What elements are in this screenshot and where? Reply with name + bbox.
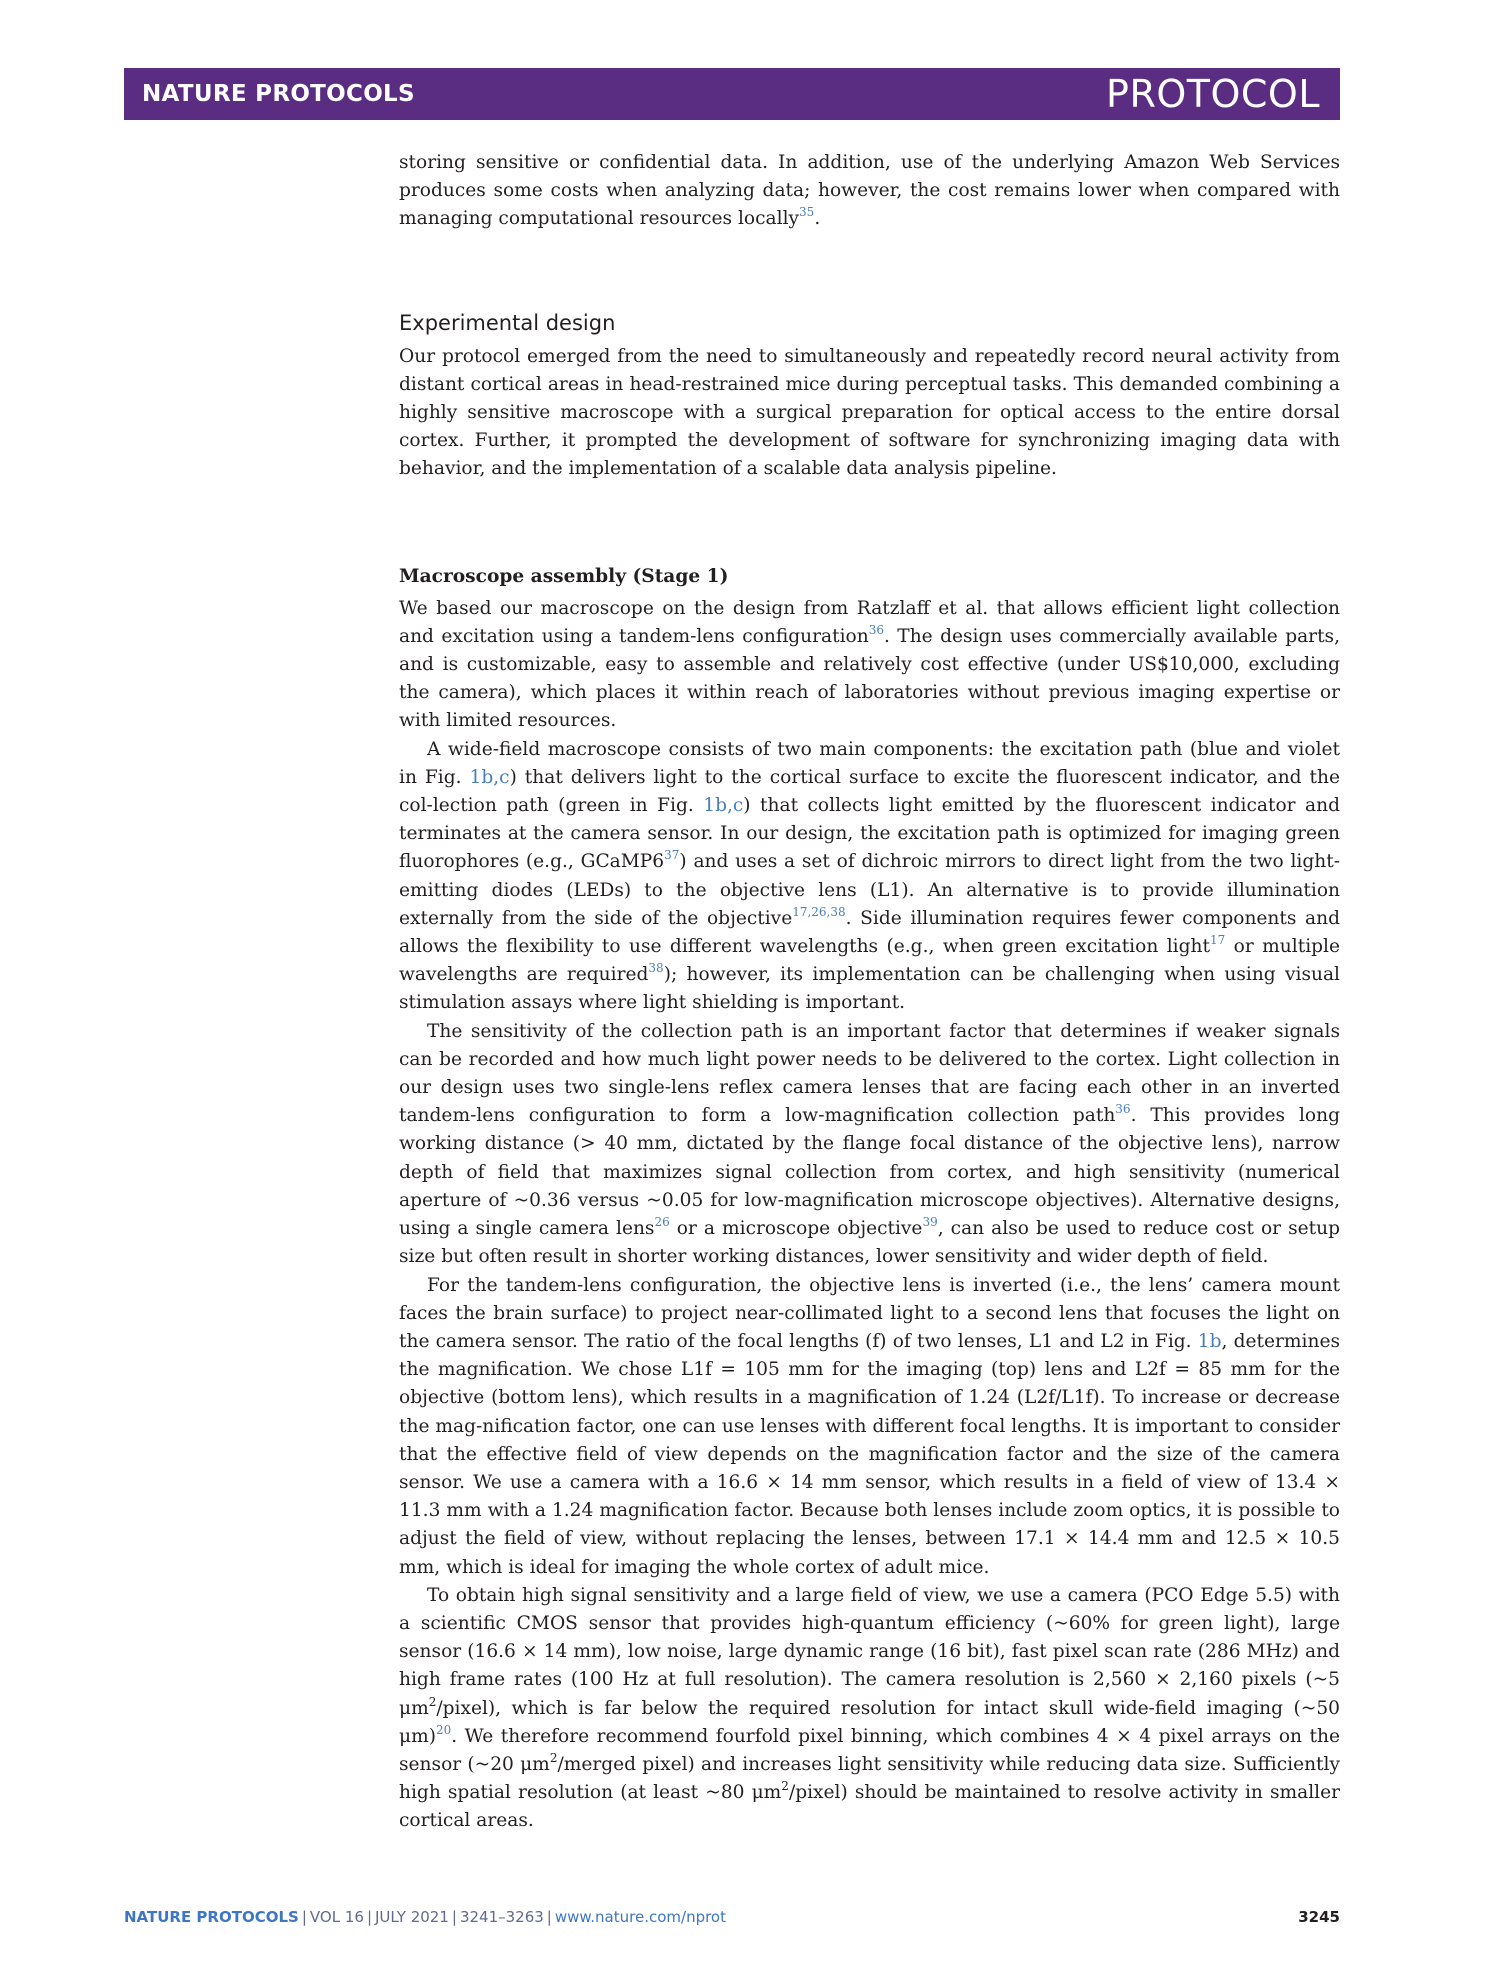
- citation-link[interactable]: 35: [799, 205, 815, 220]
- footer-volume: VOL 16: [309, 1908, 364, 1926]
- superscript: 2: [549, 1750, 558, 1765]
- paragraph-macroscope-intro: We based our macroscope on the design from Ratzlaff et al. that allows efficient light collection and excitation using a tandem-lens configuration$^{36}$. The design uses commercially available parts, and is customizable, easy to assemble and relatively cost effective (under US$10,000, excluding the camera), which places it within reach of laboratories without previous imaging expertise or with limited resources.: [399, 597, 1340, 732]
- paragraph-continued: storing sensitive or confidential data. In addition, use of the underlying Amazon Web Services produces some costs when analyzing data; however, the cost remains lower when compared with managing computational resources locally$^{35}$.: [399, 152, 1340, 230]
- paragraph-excitation-path: A wide-field macroscope consists of two main components: the excitation path (blue and violet in Fig. 1b,c) that delivers light to the cortical surface to excite the fluorescent indicator, and the col-lection path (green in Fig. 1b,c) that collects light emitted by the fluorescent indicator and terminates at the camera sensor. In our design, the excitation path is optimized for imaging green fluorophores (e.g., GCaMP6$^{37}$) and uses a set of dichroic mirrors to direct light from the two light-emitting diodes (LEDs) to the objective lens (L1). An alternative is to provide illumination externally from the side of the objective$^{17,26,38}$. Side illumination requires fewer components and allows the flexibility to use different wavelengths (e.g., when green excitation light$^{17}$ or multiple wavelengths are required$^{38}$); however, its implementation can be challenging when using visual stimulation assays where light shielding is important.: [399, 738, 1341, 1014]
- paragraph-experimental-design: Our protocol emerged from the need to simultaneously and repeatedly record neural activity from distant cortical areas in head-restrained mice during perceptual tasks. This demanded combining a highly sensitive macroscope with a surgical preparation for optical access to the entire dorsal cortex. Further, it prompted the development of software for synchronizing imaging data with behavior, and the implementation of a scalable data analysis pipeline.: [399, 345, 1340, 480]
- citation-link[interactable]: 26: [654, 1215, 670, 1230]
- citation-link[interactable]: 36: [868, 622, 884, 637]
- footer-pages: 3241–3263: [459, 1908, 544, 1926]
- subsection-heading: Macroscope assembly (Stage 1): [399, 565, 729, 587]
- figure-link[interactable]: 1b,c: [469, 766, 510, 788]
- superscript: 2: [428, 1694, 437, 1709]
- footer-citation: NATURE PROTOCOLS | VOL 16 | JULY 2021 | 3241–3263 | www.nature.com/nprot: [124, 1908, 726, 1926]
- page-number: 3245: [1298, 1908, 1340, 1926]
- citation-link[interactable]: 17,26,38: [792, 904, 846, 919]
- superscript: 2: [781, 1779, 789, 1794]
- citation-link[interactable]: 17: [1209, 933, 1226, 948]
- journal-name: NATURE PROTOCOLS: [142, 81, 415, 107]
- citation-link[interactable]: 20: [435, 1722, 452, 1737]
- footer-issue: JULY 2021: [375, 1908, 449, 1926]
- section-heading: Experimental design: [399, 310, 616, 335]
- paragraph-collection-path: The sensitivity of the collection path is an important factor that determines if weaker signals can be recorded and how much light power needs to be delivered to the cortex. Light collection in our design uses two single-lens reflex camera lenses that are facing each other in an inverted tandem-lens configuration to form a low-magnification collection path$^{36}$. This provides long working distance (> 40 mm, dictated by the flange focal distance of the objective lens), narrow depth of field that maximizes signal collection from cortex, and high sensitivity (numerical aperture of ~0.36 versus ~0.05 for low-magnification microscope objectives). Alternative designs, using a single camera lens$^{26}$ or a microscope objective$^{39}$, can also be used to reduce cost or setup size but often result in shorter working distances, lower sensitivity and wider depth of field.: [399, 1020, 1340, 1268]
- figure-link[interactable]: 1b: [1197, 1330, 1222, 1352]
- figure-link[interactable]: 1b,c: [703, 795, 744, 817]
- journal-banner: [124, 68, 1340, 120]
- paragraph-camera: To obtain high signal sensitivity and a large field of view, we use a camera (PCO Edge 5.5) with a scientific CMOS sensor that provides high-quantum efficiency (~60% for green light), large sensor (16.6 × 14 mm), low noise, large dynamic range (16 bit), fast pixel scan rate (286 MHz) and high frame rates (100 Hz at full resolution). The camera resolution is 2,560 × 2,160 pixels (~5 $\mu m^2/pixel$), which is far below the required resolution for intact skull wide-field imaging (~50 μm)$^{20}$. We therefore recommend fourfold pixel binning, which combines 4 × 4 pixel arrays on the sensor (~20 $\mu m^2$/merged pixel) and increases light sensitivity while reducing data size. Sufficiently high spatial resolution (at least ~80 $\mu m^2/pixel$) should be maintained to resolve activity in smaller cortical areas.: [399, 1584, 1340, 1832]
- citation-link[interactable]: 38: [648, 961, 664, 976]
- footer-url-link[interactable]: www.nature.com/nprot: [554, 1908, 726, 1926]
- footer-journal: NATURE PROTOCOLS: [124, 1908, 299, 1926]
- citation-link[interactable]: 36: [1115, 1102, 1131, 1117]
- article-body: [399, 149, 1340, 1836]
- article-type: PROTOCOL: [1106, 72, 1320, 116]
- paragraph-tandem-lens: For the tandem-lens configuration, the objective lens is inverted (i.e., the lens’ camera mount faces the brain surface) to project near-collimated light to a second lens that focuses the light on the camera sensor. The ratio of the focal lengths (f) of two lenses, L1 and L2 in Fig. 1b, determines the magnification. We chose L1f = 105 mm for the imaging (top) lens and L2f = 85 mm for the objective (bottom lens), which results in a magnification of 1.24 (L2f/L1f). To increase or decrease the mag-nification factor, one can use lenses with different focal lengths. It is important to consider that the effective field of view depends on the magnification factor and the size of the camera sensor. We use a camera with a 16.6 × 14 mm sensor, which results in a field of view of 13.4 × 11.3 mm with a 1.24 magnification factor. Because both lenses include zoom optics, it is possible to adjust the field of view, without replacing the lenses, between 17.1 × 14.4 mm and 12.5 × 10.5 mm, which is ideal for imaging the whole cortex of adult mice.: [399, 1274, 1340, 1578]
- citation-link[interactable]: 37: [664, 848, 680, 863]
- citation-link[interactable]: 39: [922, 1215, 938, 1230]
